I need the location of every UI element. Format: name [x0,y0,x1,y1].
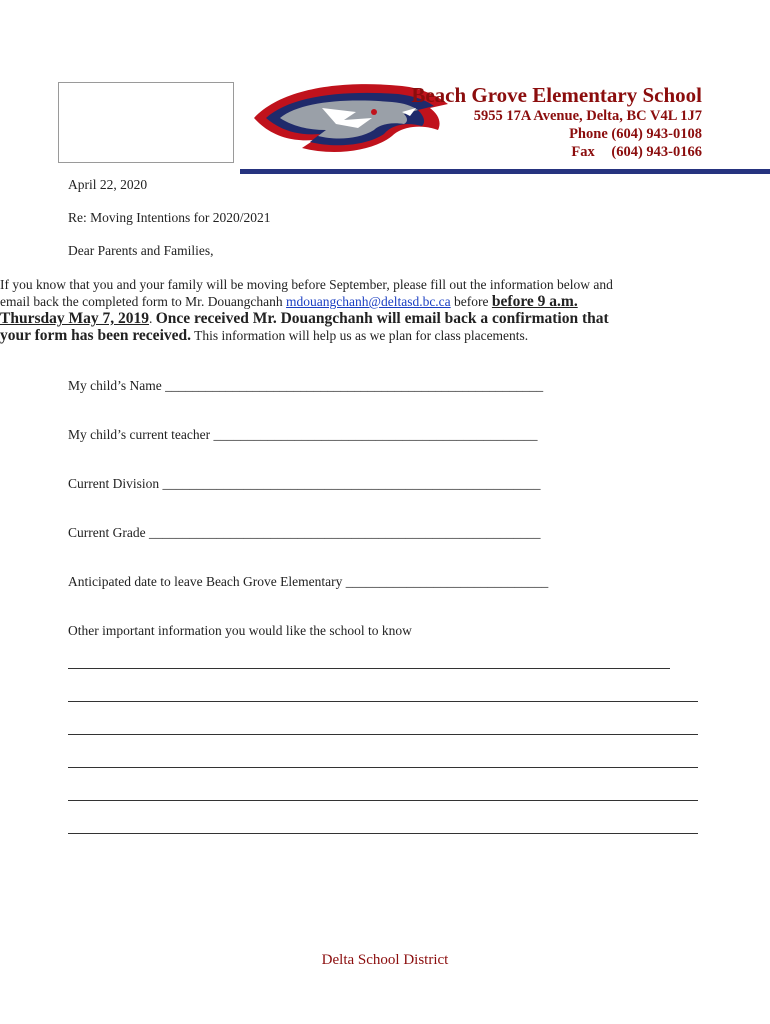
other-info-line[interactable] [68,701,698,702]
fax-label: Fax [571,144,595,160]
letter-subject: Re: Moving Intentions for 2020/2021 [68,210,271,225]
header-divider [240,169,770,174]
current-teacher-field[interactable]: My child’s current teacher ________________________________________________ [68,427,538,442]
letter-date: April 22, 2020 [68,177,148,192]
deadline-time: before 9 a.m. [491,293,578,310]
other-info-line[interactable] [68,734,698,735]
confirmation-sentence: Once received Mr. Douangchanh will email back a confirmation that your form has been received. [0,310,609,344]
body-text: If you know that you and your family will be moving before September, please fill out the information below and email back the completed form to Mr. Douangchanh [0,277,613,309]
school-name: Beach Grove Elementary School [411,83,702,107]
body-text: before [450,294,492,309]
child-name-field[interactable]: My child’s Name ________________________________________________________ [68,378,544,393]
letter-greeting: Dear Parents and Families, [68,243,214,258]
current-grade-field[interactable]: Current Grade __________________________________________________________ [68,525,541,540]
leave-date-field[interactable]: Anticipated date to leave Beach Grove Elementary ______________________________ [68,574,549,589]
other-info-line[interactable] [68,767,698,768]
body-text: . [149,311,156,326]
deadline-date: Thursday May 7, 2019 [0,310,149,327]
other-info-line[interactable] [68,668,670,669]
school-phone: Phone (604) 943-0108 [569,126,702,142]
body-text: This information will help us as we plan for class placements. [191,328,529,343]
email-link[interactable]: mdouangchanh@deltasd.bc.ca [286,294,451,309]
school-fax [571,144,702,161]
fax-number: (604) 943-0166 [611,144,702,160]
school-address: 5955 17A Avenue, Delta, BC V4L 1J7 [473,108,702,124]
photo-placeholder-box [58,82,234,163]
letter-body-paragraph [0,276,640,344]
current-division-field[interactable]: Current Division ________________________________________________________ [68,476,541,491]
other-info-line[interactable] [68,833,698,834]
other-info-label: Other important information you would like the school to know [68,623,412,638]
district-footer: Delta School District [321,952,449,968]
other-info-line[interactable] [68,800,698,801]
